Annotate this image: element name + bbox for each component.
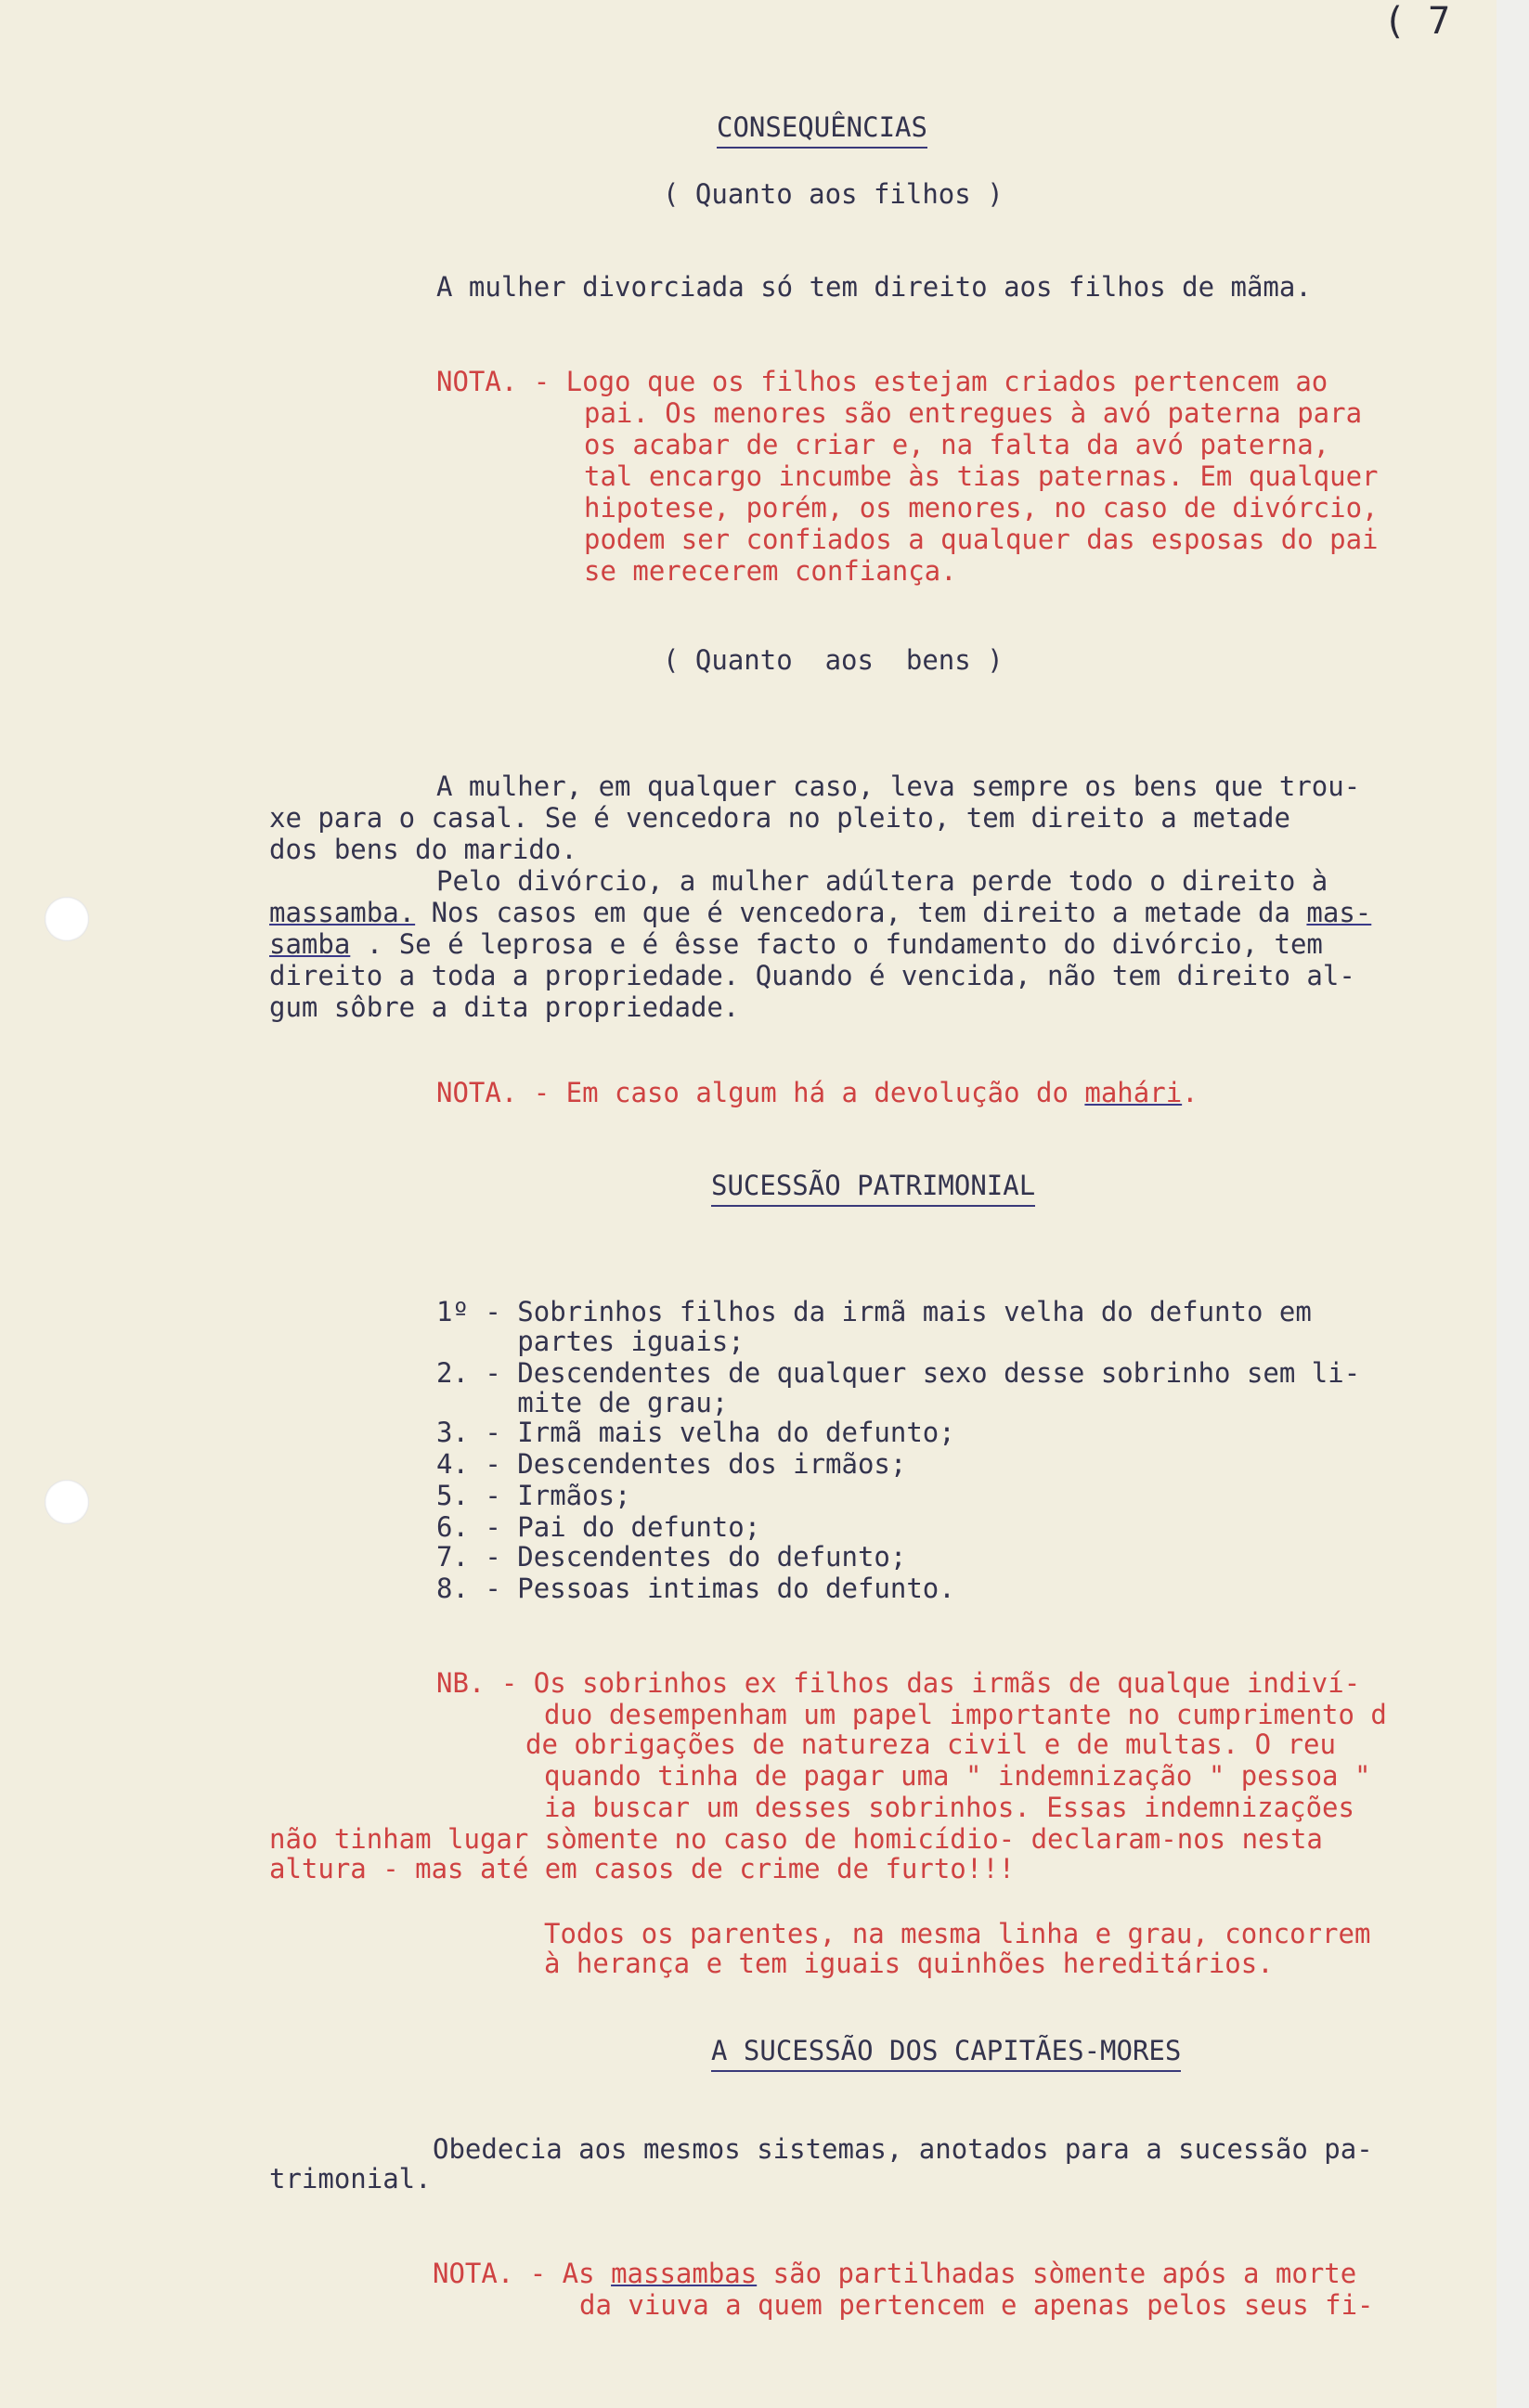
paragraph-line: direito a toda a propriedade. Quando é vencida, não tem direito al-	[269, 960, 1355, 991]
nota1-line: tal encargo incumbe às tias paternas. Em qualquer	[584, 460, 1379, 492]
nota3-line: da viuva a quem pertencem e apenas pelos seus fi-	[579, 2289, 1374, 2321]
paragraph-line: A mulher divorciada só tem direito aos filhos de mãma.	[436, 271, 1312, 303]
list-item: 1º - Sobrinhos filhos da irmã mais velha do defunto em	[436, 1296, 1312, 1327]
term-massamba: massamba.	[269, 897, 416, 928]
paragraph-line: Obedecia aos mesmos sistemas, anotados para a sucessão pa-	[433, 2133, 1373, 2165]
punch-hole	[45, 1480, 89, 1524]
list-item: 7. - Descendentes do defunto;	[436, 1541, 907, 1573]
nb-line: quando tinha de pagar uma " indemnização " pessoa "	[544, 1760, 1371, 1792]
nota1-line: podem ser confiados a qualquer das esposas do pai	[584, 524, 1379, 555]
nb-line: Todos os parentes, na mesma linha e grau, concorrem	[544, 1918, 1371, 1949]
paragraph-line: trimonial.	[269, 2163, 432, 2194]
paragraph-line: xe para o casal. Se é vencedora no pleito, tem direito a metade	[269, 802, 1290, 834]
paragraph-line: massamba. Nos casos em que é vencedora, tem direito a metade da mas-	[269, 897, 1372, 928]
list-item: mite de grau;	[436, 1387, 729, 1418]
nb-line: de obrigações de natureza civil e de multas. O reu	[525, 1728, 1336, 1760]
term-massambas: massambas	[611, 2258, 758, 2289]
nota1-line: os acabar de criar e, na falta da avó paterna,	[584, 429, 1330, 460]
page-number: ( 7	[1383, 0, 1451, 43]
paragraph-line: dos bens do marido.	[269, 834, 577, 865]
list-item: 8. - Pessoas intimas do defunto.	[436, 1573, 955, 1604]
list-item: 2. - Descendentes de qualquer sexo desse sobrinho sem li-	[436, 1357, 1361, 1389]
term-massamba: samba	[269, 928, 351, 960]
section-title-capitaes: A SUCESSÃO DOS CAPITÃES-MORES	[711, 2035, 1181, 2072]
section-title-consequencias: CONSEQUÊNCIAS	[717, 111, 927, 149]
paragraph-line: samba . Se é leprosa e é êsse facto o fundamento do divórcio, tem	[269, 928, 1323, 960]
list-item: 4. - Descendentes dos irmãos;	[436, 1448, 907, 1480]
term-massamba: mas-	[1306, 897, 1372, 928]
section-title-sucessao: SUCESSÃO PATRIMONIAL	[711, 1170, 1035, 1207]
nota1-line: pai. Os menores são entregues à avó paterna para	[584, 397, 1363, 429]
paragraph-line: Pelo divórcio, a mulher adúltera perde todo o direito à	[436, 865, 1328, 897]
nota1-line: NOTA. - Logo que os filhos estejam criados pertencem ao	[436, 366, 1328, 397]
nb-line: duo desempenham um papel importante no cumprimento d	[544, 1699, 1387, 1730]
scan-margin	[1497, 0, 1529, 2408]
nota1-line: hipotese, porém, os menores, no caso de divórcio,	[584, 492, 1379, 524]
nb-line: à herança e tem iguais quinhões hereditários.	[544, 1948, 1274, 1979]
nota1-line: se merecerem confiança.	[584, 555, 957, 587]
term-mahari: mahári	[1084, 1077, 1183, 1108]
list-item: 5. - Irmãos;	[436, 1480, 631, 1511]
nb-line: não tinham lugar sòmente no caso de homicídio- declaram-nos nesta	[269, 1823, 1323, 1855]
subtitle-children: ( Quanto aos filhos )	[663, 178, 1004, 210]
list-item: partes iguais;	[436, 1326, 745, 1357]
nb-line: altura - mas até em casos de crime de furto!!!	[269, 1853, 1016, 1884]
list-item: 6. - Pai do defunto;	[436, 1511, 761, 1543]
subtitle-goods: ( Quanto aos bens )	[663, 644, 1004, 676]
paragraph-line: gum sôbre a dita propriedade.	[269, 991, 740, 1023]
paragraph-line: A mulher, em qualquer caso, leva sempre os bens que trou-	[436, 770, 1361, 802]
punch-hole	[45, 897, 89, 941]
nb-line: ia buscar um desses sobrinhos. Essas indemnizações	[544, 1792, 1354, 1823]
nb-line: NB. - Os sobrinhos ex filhos das irmãs de qualque indiví-	[436, 1667, 1361, 1699]
nota3-line: NOTA. - As massambas são partilhadas sòmente após a morte	[433, 2258, 1357, 2289]
list-item: 3. - Irmã mais velha do defunto;	[436, 1417, 955, 1448]
nota2-line: NOTA. - Em caso algum há a devolução do mahári.	[436, 1077, 1199, 1108]
